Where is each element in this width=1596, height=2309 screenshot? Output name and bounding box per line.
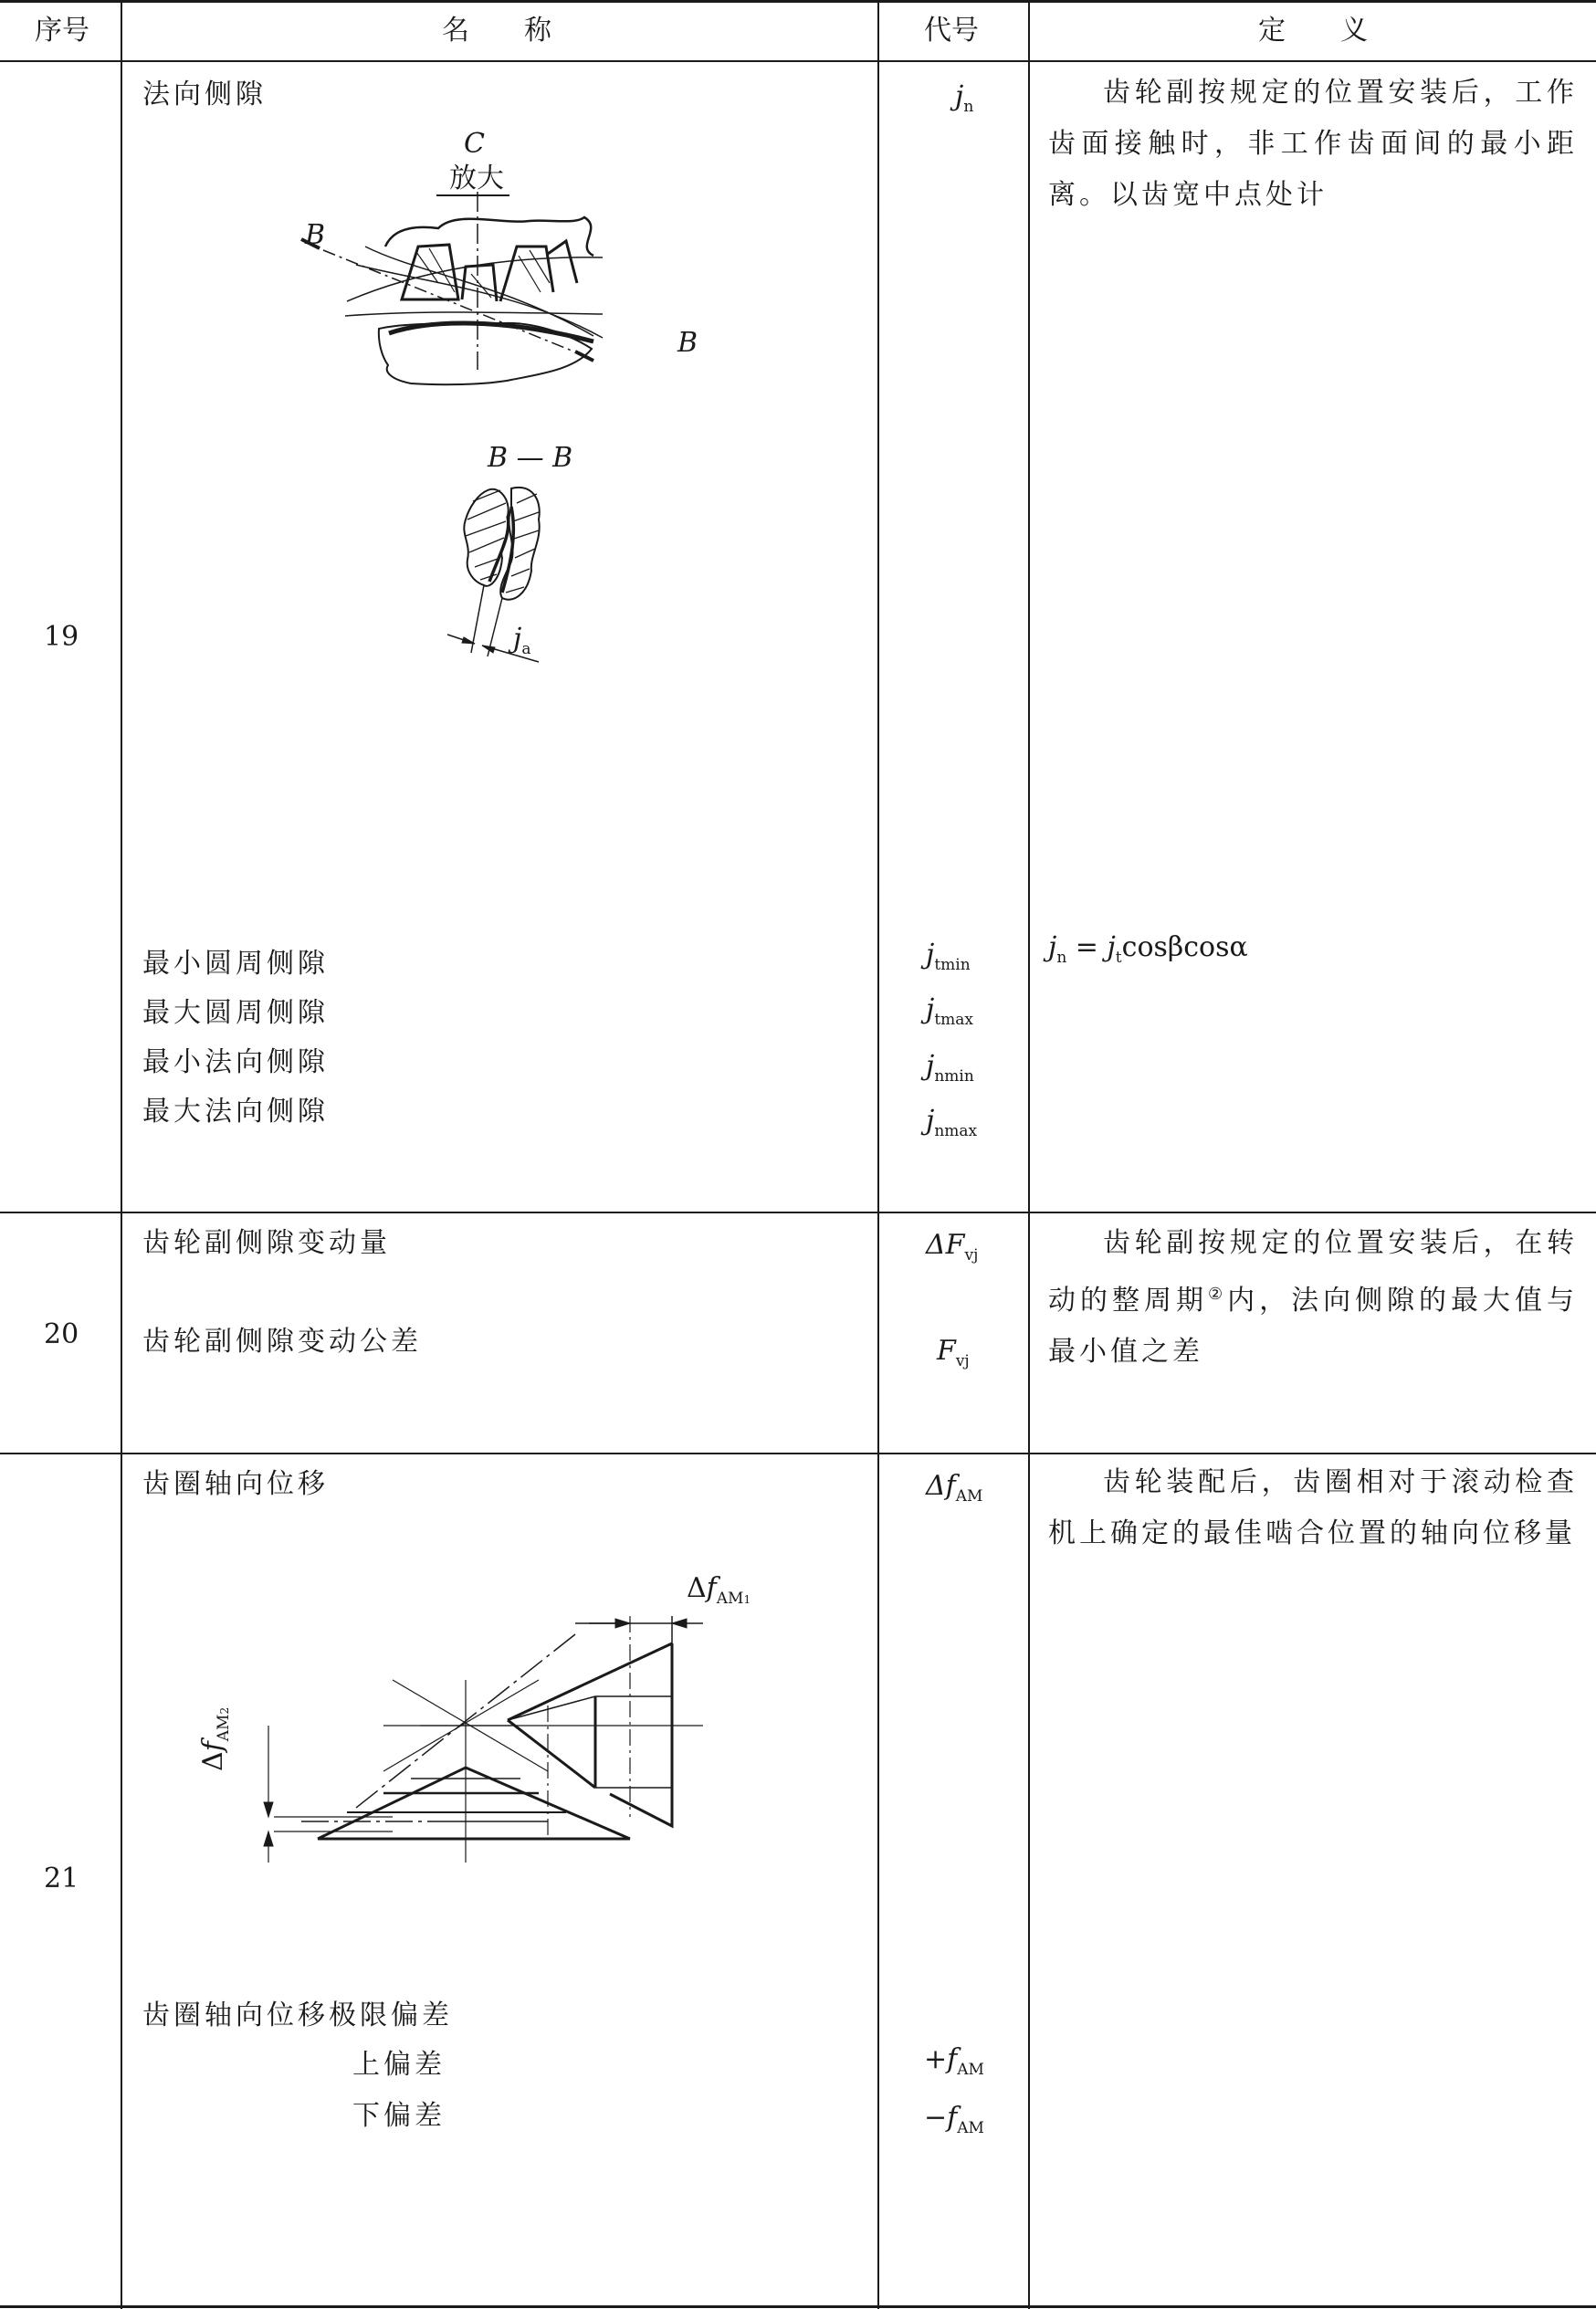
- row-20-name-second: 齿轮副侧隙变动公差: [142, 1326, 422, 1358]
- row-19-item-4-name: 最大法向侧隙: [142, 1096, 329, 1128]
- row-19-item-3-code: $j_{nmin}$: [926, 1050, 974, 1086]
- column-divider-3: [1028, 0, 1030, 2309]
- row-19-number: 19: [44, 621, 79, 653]
- row-19-code: $j_n$: [955, 80, 974, 116]
- row-21-definition: 齿轮装配后，齿圈相对于滚动检查机上确定的最佳啮合位置的轴向位移量: [1048, 1466, 1578, 1549]
- header-no: 序号: [35, 15, 89, 47]
- row-19-name: 法向侧隙: [142, 79, 267, 110]
- row-19-item-2-code: $j_{tmax}$: [926, 993, 973, 1029]
- figure-c-label: C: [464, 128, 485, 160]
- row-21-code: $\Delta f_{AM}$: [926, 1470, 983, 1506]
- delta-f-am2-label: $\Delta f_{AM2}$: [197, 1706, 233, 1771]
- column-divider-2: [877, 0, 879, 2309]
- row-19-formula: $j_n = j_t\cos\beta\cos\alpha$: [1048, 931, 1248, 967]
- row-19-item-4-code: $j_{nmax}$: [926, 1105, 978, 1140]
- row-21-lower-code: $-f_{AM}$: [924, 2102, 984, 2137]
- section-bb-drawing: [447, 479, 557, 671]
- header-code: 代号: [924, 15, 979, 47]
- row-20-number: 20: [44, 1318, 79, 1350]
- row-20-definition: 齿轮副按规定的位置安装后，在转动的整周期②内，法向侧隙的最大值与最小值之差: [1048, 1227, 1579, 1368]
- row-20-code: $\Delta F_{vj}$: [926, 1229, 979, 1265]
- row-19-item-2-name: 最大圆周侧隙: [142, 997, 329, 1029]
- row-21-lower-label: 下偏差: [352, 2100, 446, 2132]
- row-21-limit-title: 齿圈轴向位移极限偏差: [142, 1999, 453, 2031]
- header-definition: 定 义: [1258, 15, 1368, 47]
- gear-pair-drawing: [301, 146, 593, 420]
- table-bottom-border: [0, 2305, 1596, 2308]
- table-top-border: [0, 0, 1596, 3]
- row-19-bottom-border: [0, 1212, 1596, 1213]
- column-divider-1: [121, 0, 122, 2309]
- figure-enlarge-label: 放大: [449, 163, 504, 194]
- axial-displacement-drawing: [247, 1589, 758, 1872]
- row-19-item-1-name: 最小圆周侧隙: [142, 948, 329, 980]
- row-19-item-3-name: 最小法向侧隙: [142, 1046, 329, 1078]
- row-19-item-1-code: $j_{tmin}$: [926, 939, 971, 974]
- delta-f-am1-label: $\Delta f_{AM1}$: [687, 1572, 751, 1608]
- row-19-definition: 齿轮副按规定的位置安装后，工作齿面接触时，非工作齿面间的最小距离。以齿宽中点处计: [1048, 77, 1578, 211]
- row-20-bottom-border: [0, 1453, 1596, 1454]
- row-21-upper-code: $+f_{AM}$: [924, 2043, 984, 2079]
- row-20-code-second: $F_{vj}$: [937, 1335, 970, 1370]
- section-bb-label: B — B: [488, 442, 573, 474]
- figure-b-left-label: B: [305, 219, 326, 251]
- ja-label: $j_a$: [513, 623, 531, 658]
- header-bottom-border: [0, 60, 1596, 62]
- row-21-upper-label: 上偏差: [352, 2049, 446, 2081]
- figure-b-right-label: B: [677, 327, 698, 359]
- row-20-name: 齿轮副侧隙变动量: [142, 1227, 391, 1259]
- header-name: 名 称: [442, 15, 551, 47]
- row-21-number: 21: [44, 1863, 79, 1894]
- row-21-name: 齿圈轴向位移: [142, 1468, 329, 1500]
